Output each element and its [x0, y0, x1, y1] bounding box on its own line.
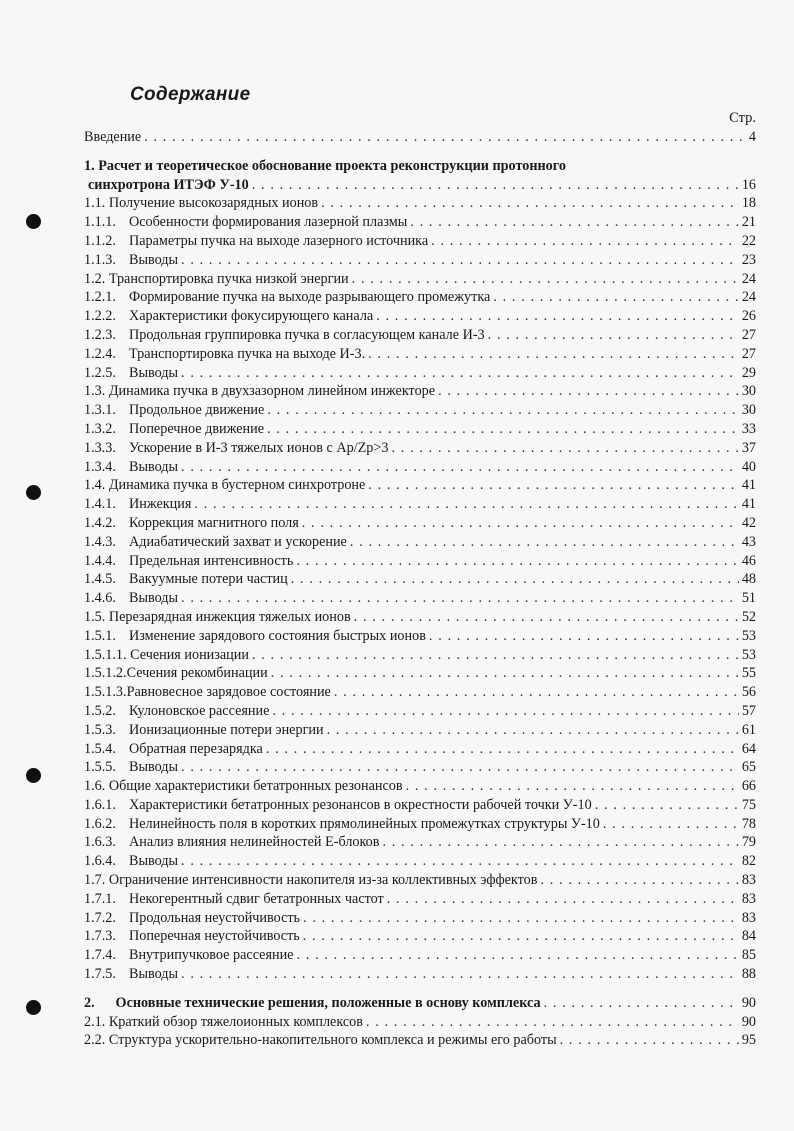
toc-page: 83: [741, 890, 756, 907]
toc-title: Формирование пучка на выходе разрывающего промежутка: [129, 289, 491, 306]
toc-entry: [84, 157, 756, 176]
leader-dots: [296, 946, 738, 965]
toc-page: 46: [741, 552, 756, 569]
leader-dots: [181, 852, 739, 871]
toc-number: 1.6.1.: [84, 796, 116, 813]
toc-entry: [84, 683, 756, 702]
toc-number: 1.2.3.: [84, 326, 116, 343]
toc-number: 1.1.2.: [84, 232, 116, 249]
toc-title: Выводы: [129, 966, 179, 983]
page-title: Содержание: [130, 84, 251, 105]
toc-title: Структура ускорительно-накопительного комплекса и режимы его работы: [108, 1032, 557, 1049]
toc-page: 57: [741, 702, 756, 719]
toc-page: 40: [741, 458, 756, 475]
leader-dots: [291, 570, 739, 589]
toc-title: Сечения ионизации: [130, 646, 249, 663]
toc-number: 1.5.5.: [84, 759, 116, 776]
toc-entry: [84, 232, 756, 251]
punch-hole: [26, 1000, 41, 1015]
leader-dots: [603, 815, 739, 834]
leader-dots: [252, 646, 739, 665]
toc-number: 1.7.: [84, 872, 106, 889]
toc-entry: [84, 288, 756, 307]
toc-number: 1.5.3.: [84, 721, 116, 738]
toc-page: 24: [741, 270, 756, 287]
leader-dots: [387, 890, 739, 909]
toc-title: синхротрона ИТЭФ У-10: [88, 176, 249, 193]
toc-page: 30: [741, 402, 756, 419]
leader-dots: [181, 458, 739, 477]
toc-entry: [84, 740, 756, 759]
leader-dots: [296, 552, 738, 571]
toc-entry: [84, 194, 756, 213]
toc-entry: [84, 128, 756, 147]
toc-page: 27: [741, 326, 756, 343]
toc-entry: [84, 608, 756, 627]
toc-number: 1.3.3.: [84, 439, 116, 456]
punch-hole: [26, 214, 41, 229]
toc-page: 53: [741, 646, 756, 663]
leader-dots: [368, 476, 739, 495]
punch-hole: [26, 768, 41, 783]
toc-entry: [84, 345, 756, 364]
toc-title: Особенности формирования лазерной плазмы: [129, 214, 408, 231]
toc-page: 21: [741, 214, 756, 231]
toc-number: 1.5.: [84, 608, 106, 625]
toc-title: Некогерентный сдвиг бетатронных частот: [129, 890, 384, 907]
toc-number: 1.1.: [84, 195, 106, 212]
table-of-contents: [84, 128, 756, 1050]
leader-dots: [266, 740, 739, 759]
toc-page: 84: [741, 928, 756, 945]
toc-entry: [84, 646, 756, 665]
toc-title: Равновесное зарядовое состояние: [126, 684, 331, 701]
toc-page: 16: [741, 176, 756, 193]
toc-number: 1.7.4.: [84, 947, 116, 964]
toc-page: 48: [741, 571, 756, 588]
toc-entry: [84, 458, 756, 477]
leader-dots: [181, 251, 739, 270]
toc-number: 1.7.3.: [84, 928, 116, 945]
toc-page: 41: [741, 496, 756, 513]
toc-number: 1.2.4.: [84, 345, 116, 362]
toc-title: Инжекция: [129, 496, 192, 513]
toc-number: 1.5.4.: [84, 740, 116, 757]
leader-dots: [406, 777, 739, 796]
toc-number: 1.1.3.: [84, 251, 116, 268]
leader-dots: [366, 1013, 739, 1032]
leader-dots: [382, 833, 738, 852]
toc-title: Общие характеристики бетатронных резонансов: [108, 778, 403, 795]
toc-entry: [84, 514, 756, 533]
toc-number: 2.: [84, 994, 95, 1011]
leader-dots: [540, 871, 738, 890]
leader-dots: [271, 664, 739, 683]
toc-title: Выводы: [129, 364, 179, 381]
toc-number: 1.3.4.: [84, 458, 116, 475]
toc-title: Характеристики бетатронных резонансов в окрестности рабочей точки У-10: [129, 796, 592, 813]
leader-dots: [321, 194, 739, 213]
leader-dots: [181, 364, 739, 383]
leader-dots: [144, 128, 746, 147]
leader-dots: [488, 326, 739, 345]
toc-title: Поперечная неустойчивость: [129, 928, 300, 945]
toc-entry: [84, 758, 756, 777]
toc-title: Получение высокозарядных ионов: [108, 195, 319, 212]
toc-title: Изменение зарядового состояния быстрых ионов: [129, 627, 426, 644]
toc-number: 1.5.1.3.: [84, 684, 127, 701]
toc-title: Коррекция магнитного поля: [129, 514, 299, 531]
toc-number: 2.1.: [84, 1013, 106, 1030]
toc-entry: [84, 476, 756, 495]
leader-dots: [350, 533, 739, 552]
toc-page: 23: [741, 251, 756, 268]
toc-title: Выводы: [129, 251, 179, 268]
leader-dots: [327, 721, 739, 740]
toc-page: 26: [741, 308, 756, 325]
leader-dots: [303, 927, 739, 946]
page-column-label: Стр.: [729, 110, 756, 126]
punch-hole: [26, 485, 41, 500]
toc-title: Выводы: [129, 853, 179, 870]
toc-entry: [84, 552, 756, 571]
leader-dots: [560, 1031, 739, 1050]
toc-entry: [84, 994, 756, 1013]
toc-entry: [84, 890, 756, 909]
toc-entry: [84, 946, 756, 965]
leader-dots: [376, 307, 739, 326]
toc-number: 1.3.1.: [84, 402, 116, 419]
leader-dots: [429, 627, 739, 646]
toc-entry: [84, 439, 756, 458]
toc-number: 1.6.3.: [84, 834, 116, 851]
toc-page: 29: [741, 364, 756, 381]
toc-page: 37: [741, 439, 756, 456]
toc-entry: [84, 664, 756, 683]
toc-entry: [84, 965, 756, 984]
toc-page: 83: [741, 909, 756, 926]
toc-title: Адиабатический захват и ускорение: [129, 533, 347, 550]
toc-title: Предельная интенсивность: [129, 552, 294, 569]
toc-page: 43: [741, 533, 756, 550]
toc-entry: [84, 495, 756, 514]
leader-dots: [431, 232, 739, 251]
toc-title: Краткий обзор тяжелоионных комплексов: [108, 1013, 363, 1030]
leader-dots: [181, 589, 739, 608]
toc-title: Транспортировка пучка на выходе И-3.: [129, 345, 366, 362]
toc-number: 1.5.1.1.: [84, 646, 127, 663]
toc-entry: [84, 852, 756, 871]
toc-entry: [84, 815, 756, 834]
leader-dots: [302, 514, 739, 533]
toc-number: 1.7.1.: [84, 890, 116, 907]
toc-entry: [84, 251, 756, 270]
toc-title: Транспортировка пучка низкой энергии: [108, 270, 349, 287]
leader-dots: [303, 909, 739, 928]
toc-entry-continuation: [84, 176, 756, 195]
toc-title: Обратная перезарядка: [129, 740, 263, 757]
toc-title: Продольная группировка пучка в согласующем канале И-3: [129, 326, 485, 343]
toc-page: 33: [741, 420, 756, 437]
toc-page: 95: [741, 1032, 756, 1049]
toc-title: Введение: [84, 129, 142, 145]
toc-entry: [84, 589, 756, 608]
toc-entry: [84, 909, 756, 928]
leader-dots: [181, 965, 739, 984]
toc-entry: [84, 927, 756, 946]
toc-entry: [84, 382, 756, 401]
toc-number: 1.3.2.: [84, 420, 116, 437]
toc-page: 83: [741, 872, 756, 889]
toc-page: 90: [741, 1013, 756, 1030]
leader-dots: [544, 994, 739, 1013]
toc-entry: [84, 627, 756, 646]
toc-page: 42: [741, 514, 756, 531]
toc-number: 1.2.1.: [84, 289, 116, 306]
toc-number: 2.2.: [84, 1032, 106, 1049]
toc-number: 1.4.3.: [84, 533, 116, 550]
toc-title: Продольное движение: [129, 402, 265, 419]
toc-page: 61: [741, 721, 756, 738]
toc-page: 79: [741, 834, 756, 851]
toc-page: 64: [741, 740, 756, 757]
toc-title: Выводы: [129, 590, 179, 607]
leader-dots: [368, 345, 739, 364]
toc-number: 1.6.2.: [84, 815, 116, 832]
toc-page: 53: [741, 627, 756, 644]
toc-page: 82: [741, 853, 756, 870]
toc-entry: [84, 702, 756, 721]
toc-number: 1.5.1.2.: [84, 665, 127, 682]
toc-title: Сечения рекомбинации: [126, 665, 268, 682]
toc-title: Ускорение в И-3 тяжелых ионов с Ap/Zp>3: [129, 439, 389, 456]
toc-page: 30: [741, 383, 756, 400]
leader-dots: [334, 683, 739, 702]
toc-page: 24: [741, 289, 756, 306]
toc-title: Выводы: [129, 458, 179, 475]
toc-entry: [84, 1031, 756, 1050]
toc-title: Внутрипучковое рассеяние: [129, 947, 294, 964]
toc-page: 18: [741, 195, 756, 212]
toc-title: Ограничение интенсивности накопителя из-за коллективных эффектов: [108, 872, 538, 889]
toc-title: Анализ влияния нелинейностей Е-блоков: [129, 834, 380, 851]
toc-number: 1.4.: [84, 477, 106, 494]
toc-title: Параметры пучка на выходе лазерного источника: [129, 232, 429, 249]
toc-number: 1.5.2.: [84, 702, 116, 719]
toc-page: 27: [741, 345, 756, 362]
toc-page: 52: [741, 608, 756, 625]
toc-title: Динамика пучка в бустерном синхротроне: [108, 477, 366, 494]
toc-title: Вакуумные потери частиц: [129, 571, 288, 588]
leader-dots: [352, 270, 739, 289]
toc-number: 1.2.: [84, 270, 106, 287]
toc-title: Ионизационные потери энергии: [129, 721, 324, 738]
toc-number: 1.6.: [84, 778, 106, 795]
toc-title: Динамика пучка в двухзазорном линейном инжекторе: [108, 383, 436, 400]
toc-entry: [84, 326, 756, 345]
toc-page: 65: [741, 759, 756, 776]
toc-page: 55: [741, 665, 756, 682]
toc-title: Расчет и теоретическое обоснование проекта реконструкции протонного: [98, 157, 566, 174]
toc-page: 4: [748, 129, 756, 145]
leader-dots: [272, 702, 738, 721]
toc-page: 22: [741, 232, 756, 249]
toc-title: Характеристики фокусирующего канала: [129, 308, 374, 325]
toc-entry: [84, 401, 756, 420]
toc-title: Перезарядная инжекция тяжелых ионов: [108, 608, 351, 625]
leader-dots: [595, 796, 739, 815]
leader-dots: [354, 608, 739, 627]
toc-entry: [84, 533, 756, 552]
toc-number: 1.2.2.: [84, 308, 116, 325]
toc-title: Продольная неустойчивость: [129, 909, 301, 926]
toc-number: 1.: [84, 157, 95, 174]
toc-title: Выводы: [129, 759, 179, 776]
toc-page: 41: [741, 477, 756, 494]
leader-dots: [391, 439, 738, 458]
toc-page: 75: [741, 796, 756, 813]
toc-title: Нелинейность поля в коротких прямолинейных промежутках структуры У-10: [129, 815, 600, 832]
toc-number: 1.2.5.: [84, 364, 116, 381]
toc-page: 85: [741, 947, 756, 964]
toc-page: 78: [741, 815, 756, 832]
leader-dots: [267, 420, 739, 439]
toc-entry: [84, 364, 756, 383]
toc-number: 1.6.4.: [84, 853, 116, 870]
toc-entry: [84, 721, 756, 740]
toc-title: Поперечное движение: [129, 420, 265, 437]
toc-number: 1.4.4.: [84, 552, 116, 569]
toc-entry: [84, 570, 756, 589]
toc-page: 51: [741, 590, 756, 607]
leader-dots: [181, 758, 739, 777]
toc-page: 90: [741, 994, 756, 1011]
toc-page: 66: [741, 778, 756, 795]
toc-number: 1.4.5.: [84, 571, 116, 588]
toc-entry: [84, 420, 756, 439]
leader-dots: [252, 176, 739, 195]
toc-number: 1.1.1.: [84, 214, 116, 231]
leader-dots: [410, 213, 739, 232]
toc-number: 1.3.: [84, 383, 106, 400]
toc-entry: [84, 777, 756, 796]
toc-number: 1.7.2.: [84, 909, 116, 926]
toc-page: 88: [741, 966, 756, 983]
toc-entry: [84, 796, 756, 815]
leader-dots: [267, 401, 739, 420]
leader-dots: [493, 288, 739, 307]
toc-number: 1.7.5.: [84, 966, 116, 983]
toc-entry: [84, 833, 756, 852]
toc-entry: [84, 213, 756, 232]
toc-entry: [84, 307, 756, 326]
toc-number: 1.4.2.: [84, 514, 116, 531]
toc-number: 1.4.6.: [84, 590, 116, 607]
toc-page: 56: [741, 684, 756, 701]
toc-entry: [84, 871, 756, 890]
toc-number: 1.5.1.: [84, 627, 116, 644]
toc-title: Кулоновское рассеяние: [129, 702, 270, 719]
toc-entry: [84, 270, 756, 289]
leader-dots: [438, 382, 739, 401]
leader-dots: [194, 495, 738, 514]
toc-title: Основные технические решения, положенные в основу комплекса: [115, 994, 541, 1011]
toc-number: 1.4.1.: [84, 496, 116, 513]
toc-entry: [84, 1013, 756, 1032]
